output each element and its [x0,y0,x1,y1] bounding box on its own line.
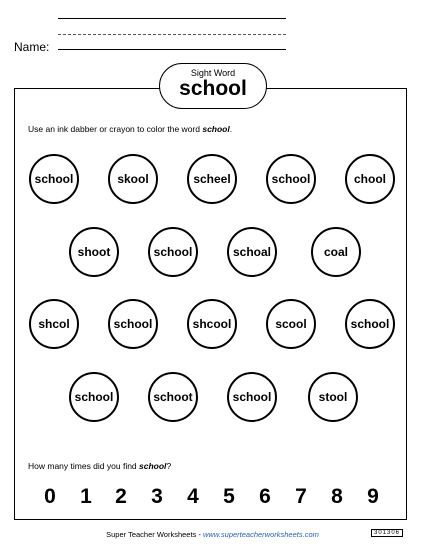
title-bubble [159,63,267,109]
word-bubble[interactable]: scool [266,299,316,349]
word-bubble[interactable]: skool [108,154,158,204]
number-choice-2[interactable]: 2 [115,485,127,508]
question-suffix: ? [166,461,172,471]
word-bubble[interactable]: scheel [187,154,237,204]
footer [0,530,425,539]
footer-url-link[interactable]: www.superteacherworksheets.com [202,530,319,539]
number-choice-7[interactable]: 7 [295,485,307,508]
number-choice-1[interactable]: 1 [80,485,92,508]
word-bubble[interactable]: chool [345,154,395,204]
count-question [28,461,171,471]
footer-site-name: Super Teacher Worksheets [106,530,197,539]
word-bubble[interactable]: school [345,299,395,349]
number-choice-3[interactable]: 3 [151,485,163,508]
instructions [28,124,232,134]
word-bubble[interactable]: shcool [187,299,237,349]
title-subtitle: Sight Word [190,68,236,78]
number-choice-9[interactable]: 9 [367,485,379,508]
number-choice-4[interactable]: 4 [187,485,199,508]
number-choice-6[interactable]: 6 [259,485,271,508]
instructions-prefix: Use an ink dabber or crayon to color the word [28,124,203,134]
name-line[interactable] [58,49,286,50]
word-bubble[interactable]: school [69,372,119,422]
instructions-suffix: . [229,124,233,134]
number-choice-5[interactable]: 5 [223,485,235,508]
word-bubble[interactable]: school [266,154,316,204]
worksheet-code: 301306 [371,529,403,537]
word-bubble[interactable]: stool [308,372,358,422]
word-bubble[interactable]: school [227,372,277,422]
page-title: school [179,77,247,100]
word-bubble[interactable]: school [29,154,79,204]
question-prefix: How many times did you find [28,461,140,471]
word-bubble[interactable]: coal [311,227,361,277]
word-bubble[interactable]: school [148,227,198,277]
top-name-line [58,18,286,19]
word-bubble[interactable]: shoot [69,227,119,277]
dashed-guide-line [58,34,286,35]
instructions-target-word: school [202,124,230,134]
word-bubble[interactable]: schoot [148,372,198,422]
word-bubble[interactable]: schoal [227,227,277,277]
name-label: Name: [14,40,50,54]
number-choice-8[interactable]: 8 [331,485,343,508]
word-bubble[interactable]: school [108,299,158,349]
word-bubble[interactable]: shcol [29,299,79,349]
footer-separator: - [196,530,203,539]
question-target-word: school [139,461,167,471]
number-choice-0[interactable]: 0 [44,485,56,508]
